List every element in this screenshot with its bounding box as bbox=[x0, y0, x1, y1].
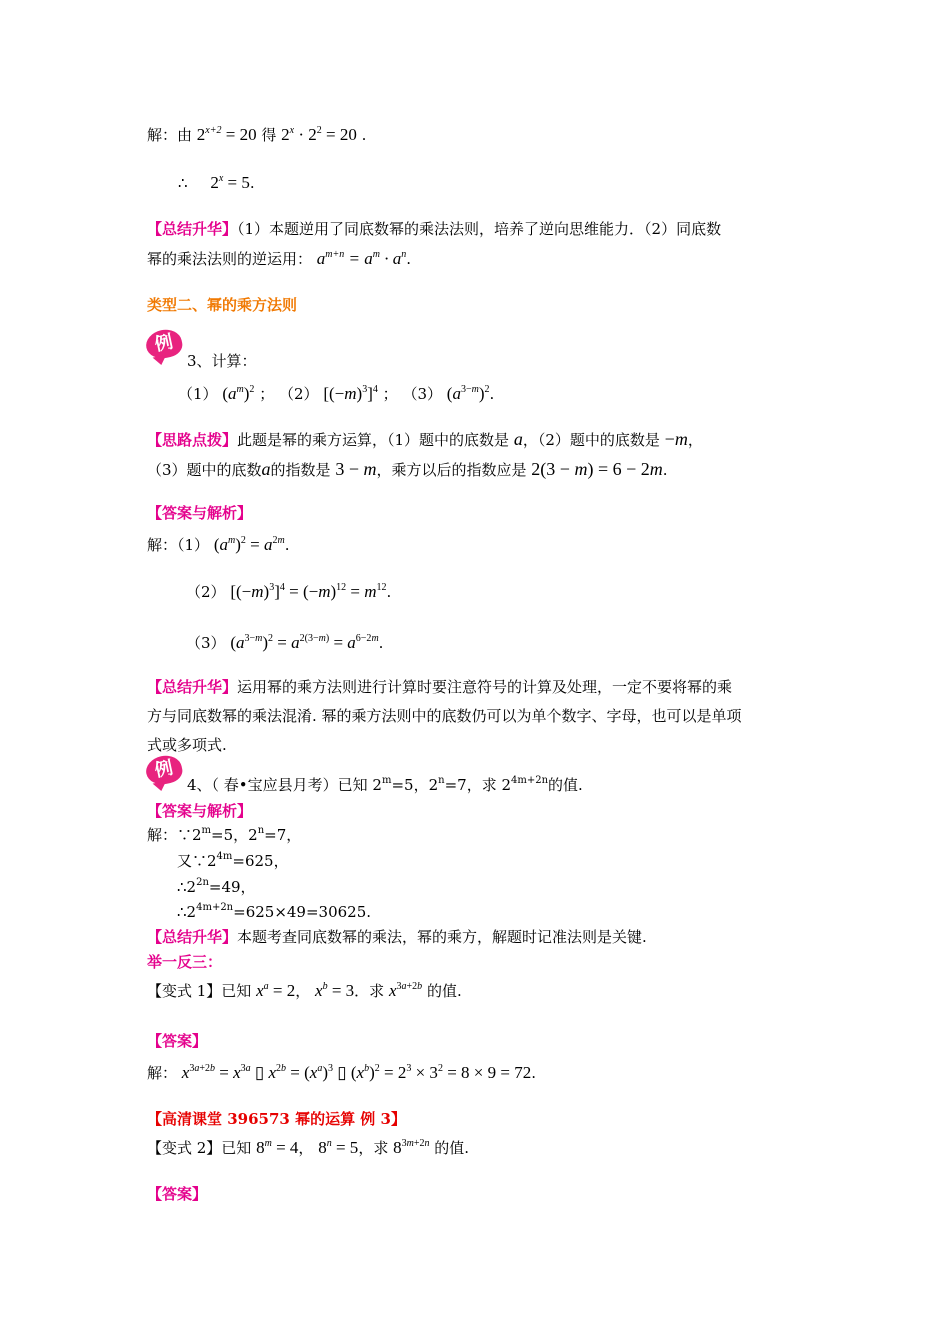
ex4-text-1: 4、（ 春•宝应县月考）已知 2 bbox=[187, 776, 382, 794]
dot: . bbox=[531, 1064, 536, 1082]
sup-4m2n: 4m+2n bbox=[511, 775, 549, 786]
equation-2x-equals-5: $2^x = 5$ bbox=[210, 173, 250, 192]
eq-a-3-minus-m-power: $(a^{3-m})^2 = a^{2(3-m)} = a^{6-2m}$ bbox=[230, 633, 379, 652]
expr-neg-m-cubed-fourth: $[(-m)^3]^4$ bbox=[323, 384, 378, 403]
answer-3-line-2 bbox=[186, 581, 391, 603]
v1-sol-label: 解： bbox=[147, 1064, 178, 1082]
dot: . bbox=[662, 461, 668, 479]
dot: . bbox=[406, 250, 412, 268]
summary-tag: 【总结升华】 bbox=[147, 928, 238, 946]
equation-2x-times-2-squared: $2^x \cdot 2^2 = 20$ bbox=[281, 125, 357, 144]
summary-1-text-2: 幂的乘法法则的逆运用： bbox=[147, 250, 313, 268]
ex4-text-2: =5，2 bbox=[391, 776, 439, 794]
answer-tag: 【答案与解析】 bbox=[147, 504, 253, 522]
solution-end-dot: . bbox=[361, 126, 367, 144]
a4-t2: =5，2 bbox=[211, 826, 258, 844]
variant-2-line bbox=[147, 1137, 469, 1159]
expr-8-3m-2n: $8^{3m+2n}$ bbox=[393, 1138, 430, 1157]
base-neg-m: −m bbox=[664, 429, 688, 449]
dot: . bbox=[249, 174, 255, 192]
eq-x-b-3: $x^b = 3$ bbox=[315, 981, 355, 1000]
answer-4-line-4 bbox=[177, 901, 371, 923]
hint-text-1: 此题是幂的乘方运算，（1）题中的底数是 bbox=[237, 431, 510, 449]
answer-label: 解：（1） bbox=[147, 536, 210, 554]
base-a: a bbox=[513, 429, 523, 449]
eq-x-a-2: $x^a = 2$ bbox=[256, 981, 296, 1000]
class-reference: 【高清课堂 396573 幂的运算 例 3】 bbox=[147, 1110, 406, 1128]
solution-1-line bbox=[147, 124, 366, 146]
expr-a-m-squared: $(a^m)^2$ bbox=[222, 384, 255, 403]
v2-sep: ， bbox=[298, 1139, 314, 1157]
v1-sep: ， bbox=[295, 982, 311, 1000]
sup-m: m bbox=[381, 775, 392, 786]
summary-3-line-1 bbox=[147, 676, 732, 698]
sup-m: m bbox=[201, 825, 212, 836]
summary-4-line bbox=[147, 926, 647, 948]
example-badge-icon: 例 bbox=[143, 753, 184, 788]
summary-tag: 【总结升华】 bbox=[147, 220, 238, 238]
dot: . bbox=[378, 634, 384, 652]
summary-1-line-1 bbox=[147, 218, 721, 240]
hint-text-4: 的指数是 bbox=[270, 461, 331, 479]
variant-1-solution bbox=[147, 1062, 536, 1084]
answer-3-line-3 bbox=[186, 632, 383, 654]
example-3-problems bbox=[178, 383, 494, 405]
part-3-label: （3） bbox=[186, 634, 226, 652]
part-2-label: （2） bbox=[186, 583, 226, 601]
sup-n: n bbox=[257, 825, 265, 836]
a4-t8: ∴2 bbox=[177, 903, 197, 921]
answer-only-tag-2: 【答案】 bbox=[147, 1185, 208, 1203]
hint-line-1: 【思路点拨】此题是幂的乘方运算，（1）题中的底数是 a，（2）题中的底数是 −m， bbox=[147, 429, 703, 449]
summary-1-line-2 bbox=[147, 248, 411, 270]
v1-end: 的值. bbox=[426, 982, 462, 1000]
solution-mid-text: 得 bbox=[261, 126, 277, 144]
answer-only-tag: 【答案】 bbox=[147, 1032, 208, 1050]
variant-1-line bbox=[147, 980, 462, 1002]
therefore-line bbox=[178, 172, 255, 194]
therefore-symbol: ∴ bbox=[178, 174, 188, 192]
a4-t7: =49， bbox=[208, 878, 256, 896]
expr-x-3a-2b: $x^{3a+2b}$ bbox=[388, 981, 423, 1000]
type-2-title: 类型二、幂的乘方法则 bbox=[147, 296, 298, 314]
separator: ； bbox=[259, 385, 275, 403]
problem-3-label: （3） bbox=[402, 385, 442, 403]
variant-1-tag: 【变式 1】已知 bbox=[147, 982, 252, 1000]
v2-end: 的值. bbox=[434, 1139, 470, 1157]
hint-tag: 【思路点拨】 bbox=[147, 431, 238, 449]
sup-4m2n: 4m+2n bbox=[196, 902, 234, 913]
summary-tag: 【总结升华】 bbox=[147, 678, 238, 696]
a4-t1: 解：∵2 bbox=[147, 826, 202, 844]
eq-8-m-4: $8^m = 4$ bbox=[256, 1138, 299, 1157]
ex4-text-3: =7，求 2 bbox=[444, 776, 512, 794]
sup-2n: 2n bbox=[196, 877, 209, 888]
solution-label: 解：由 bbox=[147, 126, 193, 144]
a4-t9: =625×49=30625. bbox=[233, 903, 372, 921]
a4-t4: 又∵2 bbox=[177, 852, 217, 870]
v2-ask: ，求 bbox=[358, 1139, 389, 1157]
answer-4-line-3 bbox=[177, 876, 256, 898]
hint-line-2 bbox=[147, 458, 668, 481]
hint-text-5: ，乘方以后的指数应是 bbox=[376, 461, 527, 479]
problem-1-label: （1） bbox=[178, 385, 218, 403]
answer-tag-4: 【答案与解析】 bbox=[147, 802, 253, 820]
dot: . bbox=[284, 536, 290, 554]
sup-n: n bbox=[438, 775, 445, 786]
summary-1-text-1: （1）本题逆用了同底数幂的乘法法则，培养了逆向思维能力．（2）同底数 bbox=[237, 220, 722, 238]
hint-text-3: （3）题中的底数 bbox=[147, 461, 262, 479]
hint-text-2: ，（2）题中的底数是 bbox=[522, 431, 660, 449]
example-4-line bbox=[187, 774, 583, 796]
answer-4-line-2 bbox=[177, 850, 289, 872]
a4-t3: =7， bbox=[264, 826, 302, 844]
expr-a-3-minus-m-squared: $(a^{3-m})^2$ bbox=[446, 384, 490, 403]
base-a: a bbox=[261, 459, 271, 479]
variant-2-tag: 【变式 2】已知 bbox=[147, 1139, 252, 1157]
dot: . bbox=[489, 385, 495, 403]
summary-3-line-2: 方与同底数幂的乘法混淆. 幂的乘方法则中的底数仍可以为单个数字、字母，也可以是单项 bbox=[147, 707, 742, 725]
exponent-result: 2(3 − m) = 6 − 2m bbox=[531, 459, 663, 479]
a4-t5: =625， bbox=[232, 852, 289, 870]
equation-2-pow-x-plus-2: $2^{x+2} = 20$ bbox=[196, 125, 257, 144]
answer-4-line-1 bbox=[147, 824, 301, 846]
example-3-title: 3、计算： bbox=[187, 352, 257, 370]
eq-a-m-squared: $(a^m)^2 = a^{2m}$ bbox=[213, 535, 285, 554]
a4-t6: ∴2 bbox=[177, 878, 197, 896]
equation-a-m-plus-n: $a^{m+n} = a^m \cdot a^n$ bbox=[316, 249, 407, 268]
problem-2-label: （2） bbox=[278, 385, 319, 403]
eq-8-n-5: $8^n = 5$ bbox=[318, 1138, 359, 1157]
example-badge-icon: 例 bbox=[143, 327, 184, 362]
separator: ； bbox=[382, 385, 398, 403]
dot: . bbox=[386, 583, 392, 601]
eq-variant-1: $x^{3a+2b} = x^{3a}$ ▯ $x^{2b} = (x^a)^3$ ▯ $(x^b)^2 = 2^3 \times 3^2 = 8 \times 9 = 72$ bbox=[181, 1063, 532, 1082]
practice-title: 举一反三： bbox=[147, 953, 223, 971]
summary-3-text-1: 运用幂的乘方法则进行计算时要注意符号的计算及处理，一定不要将幂的乘 bbox=[237, 678, 733, 696]
summary-4-text: 本题考查同底数幂的乘法，幂的乘方，解题时记准法则是关键. bbox=[237, 928, 647, 946]
summary-3-line-3: 式或多项式. bbox=[147, 736, 227, 754]
exponent-3-minus-m: 3 − m bbox=[335, 459, 377, 479]
sup-4m: 4m bbox=[216, 851, 233, 862]
eq-neg-m-power: $[(-m)^3]^4 = (-m)^{12} = m^{12}$ bbox=[230, 582, 387, 601]
v1-ask: ．求 bbox=[354, 982, 385, 1000]
ex4-text-4: 的值. bbox=[548, 776, 583, 794]
answer-3-line-1 bbox=[147, 534, 290, 556]
